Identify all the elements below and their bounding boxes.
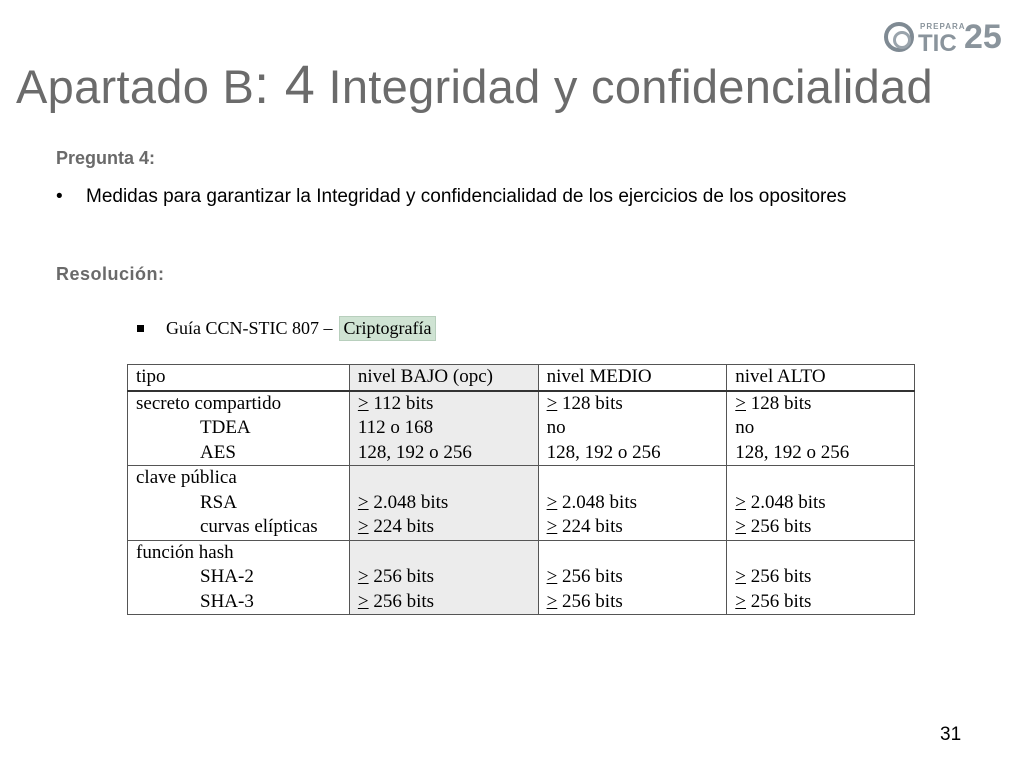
header-alto: nivel ALTO (727, 365, 915, 391)
bullet-item (56, 184, 916, 210)
cell-line: > 112 bits (357, 392, 434, 414)
cell-line (735, 466, 906, 491)
cell-line: > 256 bits (735, 566, 812, 587)
title-number: 4 (269, 55, 316, 115)
page-number: 31 (940, 724, 962, 745)
guide-reference (137, 316, 436, 341)
cell-line: > 256 bits (735, 516, 812, 537)
cell-line: SHA-3 (200, 590, 254, 612)
cell-line: > 256 bits (546, 590, 623, 612)
header-tipo: tipo (128, 365, 350, 391)
table-cell-alto (727, 466, 915, 541)
cell-line: > 2.048 bits (357, 491, 449, 513)
cell-line: > 256 bits (735, 590, 812, 612)
cell-line: > 2.048 bits (546, 491, 637, 513)
table-cell-bajo (349, 391, 538, 466)
table-row (128, 391, 915, 466)
question-label: Pregunta 4: (56, 148, 156, 168)
logo-prepara-text: PREPARA (920, 22, 966, 31)
cell-line: TDEA (200, 417, 251, 438)
table-cell-alto (727, 391, 915, 466)
cell-line: 128, 192 o 256 (735, 441, 850, 463)
cell-line (547, 466, 719, 491)
square-bullet-icon (137, 325, 144, 332)
table-row (128, 540, 915, 615)
title-prefix: Apartado B (16, 60, 255, 113)
table-header-row (128, 365, 915, 391)
cell-line: > 128 bits (546, 392, 623, 414)
cell-line: clave pública (136, 467, 237, 488)
table-cell-bajo (349, 466, 538, 541)
cell-line (547, 541, 719, 566)
cell-line: curvas elípticas (200, 516, 318, 537)
cell-line: > 224 bits (357, 516, 435, 537)
resolution-label: Resolución: (56, 264, 165, 284)
slide-title (16, 54, 933, 116)
logo-tic-text: TIC (918, 30, 957, 57)
cell-line: 128, 192 o 256 (357, 441, 472, 463)
logo-number: 25 (964, 18, 1002, 56)
crypto-table (127, 364, 915, 615)
cell-line (358, 541, 530, 566)
cell-line: > 128 bits (735, 392, 812, 414)
cell-line: no (735, 417, 755, 438)
cell-line (735, 541, 906, 566)
table-body (128, 391, 915, 615)
guide-prefix: Guía CCN-STIC 807 – (166, 318, 333, 338)
cell-line: función hash (136, 541, 234, 563)
header-bajo: nivel BAJO (opc) (349, 365, 538, 391)
title-rest: Integridad y confidencialidad (315, 60, 933, 113)
cell-line: > 2.048 bits (735, 491, 826, 513)
table-cell-tipo (128, 391, 350, 466)
table-cell-alto (727, 540, 915, 615)
table-cell-tipo (128, 540, 350, 615)
cell-line: 112 o 168 (357, 417, 434, 438)
cell-line: > 224 bits (546, 516, 623, 537)
guide-highlight: Criptografía (339, 316, 437, 341)
cell-line (358, 466, 530, 491)
table-cell-medio (538, 540, 727, 615)
cell-line: > 256 bits (357, 566, 435, 587)
cell-line: 128, 192 o 256 (546, 441, 661, 463)
title-colon: : (254, 55, 270, 115)
cell-line: > 256 bits (546, 566, 623, 587)
table-cell-tipo (128, 466, 350, 541)
cell-line: secreto compartido (136, 392, 282, 414)
cell-line: RSA (200, 491, 237, 513)
table-cell-medio (538, 466, 727, 541)
cell-line: no (546, 417, 566, 438)
bullet-text: Medidas para garantizar la Integridad y confidencialidad de los ejercicios de los opositores (86, 186, 847, 207)
logo-ring-icon (884, 22, 914, 52)
bullet-icon: • (56, 186, 63, 207)
table-cell-bajo (349, 540, 538, 615)
cell-line: SHA-2 (200, 566, 254, 587)
table-cell-medio (538, 391, 727, 466)
header-medio: nivel MEDIO (538, 365, 727, 391)
cell-line: AES (200, 441, 236, 463)
table-row (128, 466, 915, 541)
cell-line: > 256 bits (357, 590, 435, 612)
